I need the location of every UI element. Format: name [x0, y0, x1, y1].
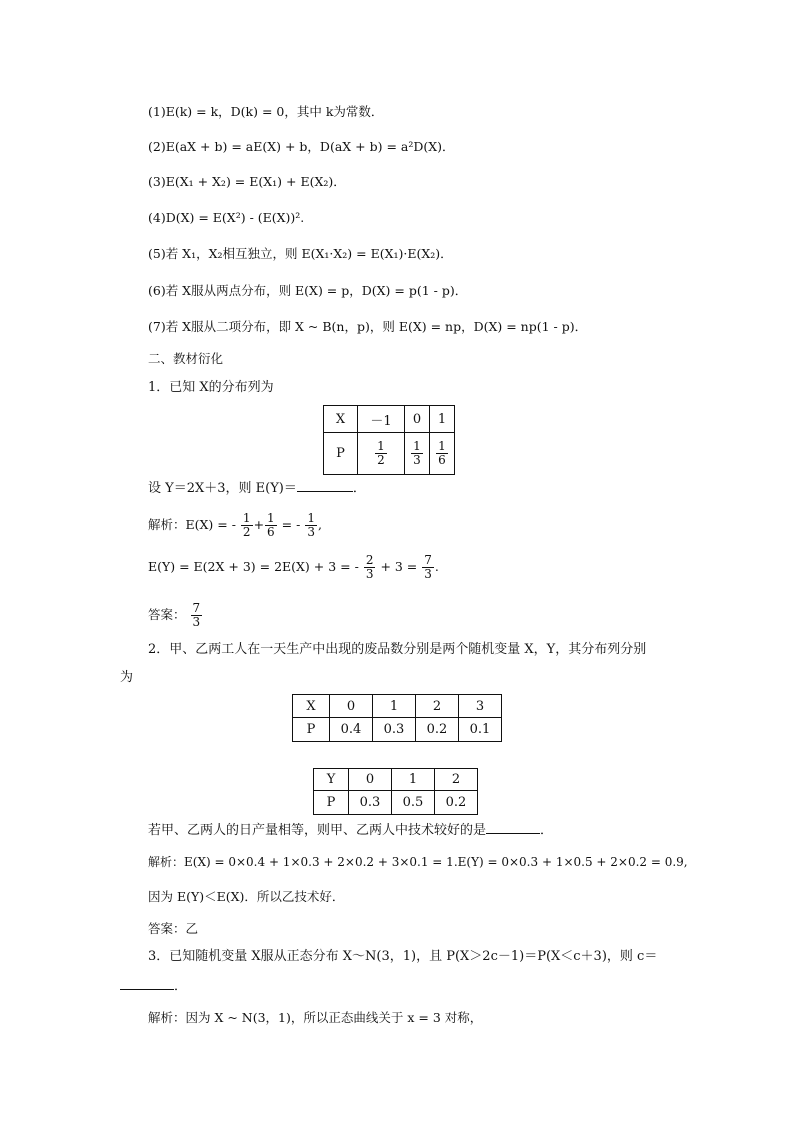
property-1: (1)E(k) = k，D(k) = 0，其中 k为常数．	[148, 104, 384, 119]
q1-table-header-x: X	[324, 406, 358, 433]
q2-question-end: ．	[540, 823, 554, 838]
q2x-header: 3	[459, 695, 502, 718]
property-6: (6)若 X服从两点分布，则 E(X) = p，D(X) = p(1 - p)．	[148, 283, 468, 298]
q2x-prob: 0.4	[330, 718, 373, 742]
q1-solution-line-2	[148, 550, 439, 584]
q2y-row-label: P	[314, 791, 349, 815]
q1-table-header: 1	[430, 406, 455, 433]
property-4: (4)D(X) = E(X²) - (E(X))².	[148, 210, 305, 225]
q2x-header: 1	[373, 695, 416, 718]
q1-answer-blank	[297, 479, 353, 492]
solution-label: 解析：	[148, 517, 186, 532]
property-3: (3)E(X₁ + X₂) = E(X₁) + E(X₂)．	[148, 174, 346, 189]
q2-table-y	[313, 768, 478, 815]
q2-solution-line-1: 解析：E(X) = 0×0.4 + 1×0.3 + 2×0.2 + 3×0.1 = 1.E(Y) = 0×0.3 + 1×0.5 + 2×0.2 = 0.9,	[148, 855, 688, 869]
q3-stem-line-1: 3．已知随机变量 X服从正态分布 X～N(3，1)，且 P(X＞2c－1)＝P(X＜c＋3)，则 c＝	[148, 949, 658, 964]
q1-table-prob: $\frac{1}{3}$	[405, 433, 430, 475]
property-2: (2)E(aX + b) = aE(X) + b，D(aX + b) = a²D(X)．	[148, 139, 455, 154]
q3-answer-blank	[120, 977, 174, 990]
answer-label: 答案：	[148, 607, 186, 622]
q1-table-row-label: P	[324, 433, 358, 475]
q2x-prob: 0.2	[416, 718, 459, 742]
q1-table-header: －1	[358, 406, 405, 433]
q2x-row-label: P	[293, 718, 330, 742]
sol-text: +	[253, 517, 265, 532]
fraction: $\frac{2}{3}$	[365, 553, 374, 581]
q1-stem: 1．已知 X的分布列为	[148, 380, 274, 395]
sol-text: + 3 =	[380, 559, 418, 574]
q3-solution: 解析：因为 X ~ N(3，1)，所以正态曲线关于 x = 3 对称，	[148, 1010, 483, 1025]
q2x-prob: 0.1	[459, 718, 502, 742]
q2-solution-line-2: 因为 E(Y)＜E(X)．所以乙技术好．	[148, 889, 345, 904]
property-5: (5)若 X₁，X₂相互独立，则 E(X₁·X₂) = E(X₁)·E(X₂)．	[148, 246, 453, 261]
q2-question-text: 若甲、乙两人的日产量相等，则甲、乙两人中技术较好的是	[148, 823, 487, 838]
fraction: $\frac{7}{3}$	[192, 601, 201, 629]
q2x-header: 0	[330, 695, 373, 718]
property-7: (7)若 X服从二项分布，即 X ~ B(n，p)，则 E(X) = np，D(X) = np(1 - p)．	[148, 319, 588, 334]
q2y-header: Y	[314, 769, 349, 791]
q1-question-text: 设 Y＝2X＋3，则 E(Y)＝	[148, 481, 297, 496]
q2-answer: 答案：乙	[148, 921, 199, 936]
fraction: $\frac{7}{3}$	[424, 553, 432, 581]
q2x-prob: 0.3	[373, 718, 416, 742]
q3-stem-end: ．	[174, 979, 188, 994]
q1-table-header: 0	[405, 406, 430, 433]
q1-answer	[148, 598, 203, 632]
q1-question	[148, 479, 366, 498]
fraction: $\frac{1}{2}$	[242, 511, 251, 539]
section-heading: 二、教材衍化	[148, 351, 224, 366]
q1-question-end: ．	[352, 481, 366, 496]
sol-text: = -	[281, 517, 301, 532]
q2y-header: 2	[435, 769, 478, 791]
fraction: $\frac{1}{6}$	[267, 511, 275, 539]
q1-distribution-table	[323, 405, 455, 475]
q1-table-prob: $\frac{1}{2}$	[358, 433, 405, 475]
q2x-header: 2	[416, 695, 459, 718]
q2y-prob: 0.2	[435, 791, 478, 815]
sol-text: .	[434, 559, 439, 574]
q2-stem-line-1: 2．甲、乙两工人在一天生产中出现的废品数分别是两个随机变量 X，Y，其分布列分别	[148, 642, 647, 657]
q2-table-x	[292, 694, 502, 742]
fraction: $\frac{1}{3}$	[307, 511, 315, 539]
q2x-header: X	[293, 695, 330, 718]
q1-table-prob: $\frac{1}{6}$	[430, 433, 455, 475]
q3-stem-line-2	[120, 977, 187, 996]
q2y-prob: 0.5	[392, 791, 435, 815]
q2-stem-line-2: 为	[120, 670, 134, 685]
q2-answer-blank	[486, 821, 540, 834]
q1-solution-line-1	[148, 508, 322, 542]
sol-text: ,	[317, 517, 322, 532]
q2y-prob: 0.3	[349, 791, 392, 815]
q2-question	[148, 821, 553, 840]
sol-text: E(Y) = E(2X + 3) = 2E(X) + 3 = -	[148, 559, 359, 574]
q2y-header: 0	[349, 769, 392, 791]
q2y-header: 1	[392, 769, 435, 791]
sol-text: E(X) = -	[185, 517, 236, 532]
